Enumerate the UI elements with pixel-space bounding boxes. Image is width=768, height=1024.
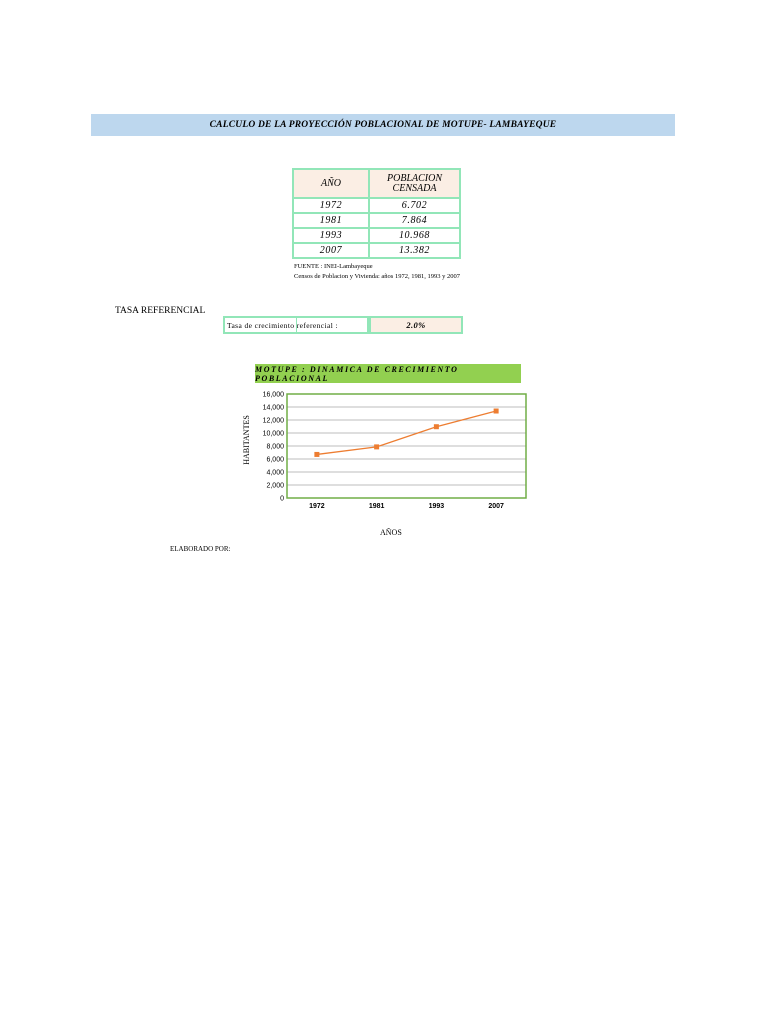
- y-tick-label: 8,000: [266, 443, 284, 451]
- y-tick-label: 10,000: [262, 430, 284, 438]
- year-cell: 1972: [293, 198, 369, 213]
- year-cell: 2007: [293, 243, 369, 258]
- growth-rate-spacer-cell: [296, 316, 369, 334]
- source-line-1: FUENTE : INEI-Lambayeque: [294, 263, 373, 270]
- data-point-marker: [314, 452, 319, 457]
- y-tick-label: 6,000: [266, 456, 284, 464]
- chart-title: MOTUPE : DINAMICA DE CRECIMIENTO POBLACIONAL: [255, 364, 521, 383]
- tasa-referencial-label: TASA REFERENCIAL: [115, 306, 206, 316]
- header-population: [369, 169, 460, 198]
- census-table: [292, 168, 461, 259]
- table-row: [293, 198, 460, 213]
- population-cell: 10.968: [369, 228, 460, 243]
- table-row: [293, 213, 460, 228]
- header-year: AÑO: [293, 169, 369, 198]
- x-axis-title: AÑOS: [380, 528, 402, 537]
- source-line-2: Censos de Poblacion y Vivienda: años 1972, 1981, 1993 y 2007: [294, 273, 460, 280]
- table-row: [293, 243, 460, 258]
- chart-gridlines: [287, 394, 526, 498]
- data-point-marker: [494, 409, 499, 414]
- population-cell: 13.382: [369, 243, 460, 258]
- data-point-marker: [374, 444, 379, 449]
- growth-rate-row: [223, 316, 463, 334]
- x-tick-label: 1981: [368, 503, 385, 510]
- x-tick-label: 2007: [488, 503, 504, 510]
- year-cell: 1981: [293, 213, 369, 228]
- growth-rate-value: 2.0%: [369, 316, 463, 334]
- y-tick-label: 14,000: [262, 404, 284, 412]
- x-tick-label: 1972: [309, 503, 325, 510]
- page-title: CALCULO DE LA PROYECCIÓN POBLACIONAL DE MOTUPE- LAMBAYEQUE: [91, 114, 675, 136]
- header-population-line1: POBLACION: [387, 172, 442, 184]
- year-cell: 1993: [293, 228, 369, 243]
- y-tick-label: 2,000: [266, 482, 284, 490]
- y-tick-label: 0: [280, 495, 284, 503]
- y-axis-title: HABITANTES: [242, 415, 251, 465]
- y-tick-labels: [263, 392, 285, 503]
- data-point-marker: [434, 424, 439, 429]
- header-population-line2: CENSADA: [392, 182, 437, 194]
- growth-rate-label: Tasa de crecimiento referencial :: [223, 316, 296, 334]
- table-row: [293, 228, 460, 243]
- x-tick-labels: [309, 503, 504, 510]
- population-line-chart: [230, 385, 540, 525]
- y-tick-label: 4,000: [266, 469, 284, 477]
- x-tick-label: 1993: [428, 503, 445, 510]
- elaborado-por-label: ELABORADO POR:: [170, 545, 231, 553]
- population-cell: 6.702: [369, 198, 460, 213]
- population-cell: 7.864: [369, 213, 460, 228]
- y-tick-label: 12,000: [262, 417, 284, 425]
- table-header-row: [293, 169, 460, 198]
- y-tick-label: 16,000: [262, 391, 284, 399]
